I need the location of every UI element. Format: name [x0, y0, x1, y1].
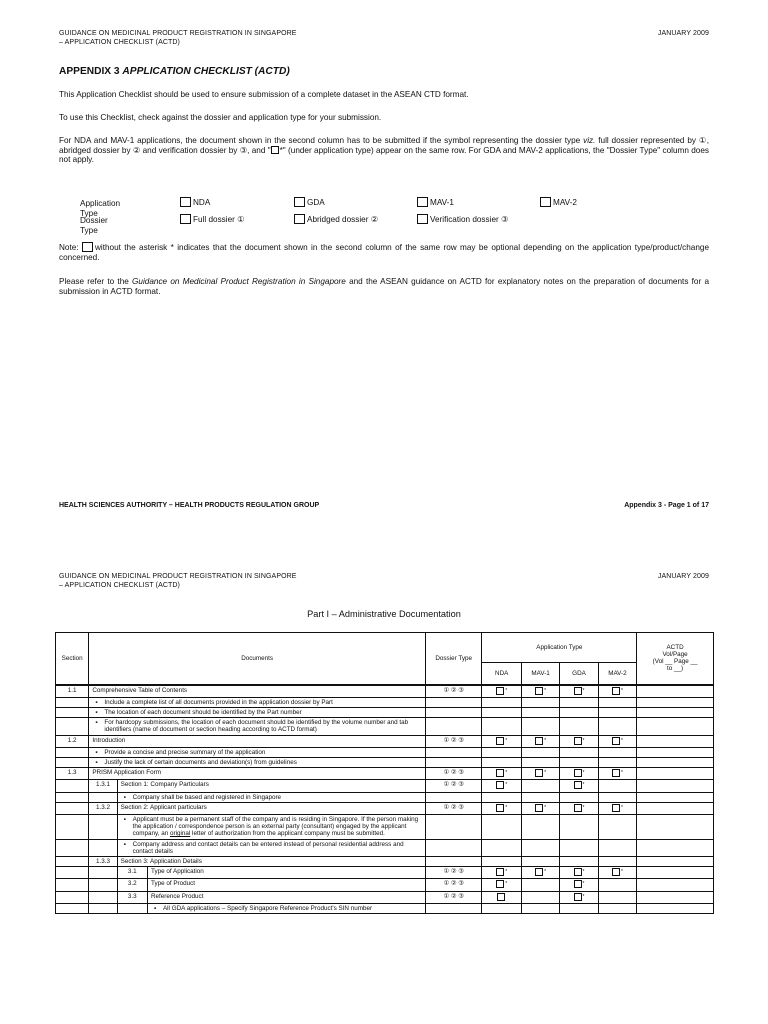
- gda-checkbox[interactable]: [574, 687, 582, 695]
- checkbox-mav2[interactable]: [540, 197, 551, 207]
- asterisk: *: [505, 804, 508, 811]
- page-header: [59, 572, 709, 590]
- nda-cell: [482, 780, 521, 792]
- section-number: 1.2: [56, 735, 89, 747]
- table-row: [56, 718, 714, 735]
- document-title: Introduction: [89, 735, 426, 747]
- header-nda: NDA: [482, 663, 521, 685]
- asterisk: *: [544, 687, 547, 694]
- actd-page-cell[interactable]: [637, 891, 714, 903]
- checkbox-gda[interactable]: [294, 197, 305, 207]
- gda-cell: [560, 867, 598, 879]
- gda-cell: [560, 780, 598, 792]
- header-actd-line1: ACTD: [666, 643, 684, 651]
- table-row: [56, 814, 714, 839]
- subsection-number: 1.3.3: [89, 856, 117, 866]
- dossier-explanation-text-c: *" (under application type) appear on the same row. For GDA and MAV-2 applications, the "Dossier Type" column does not apply.: [59, 145, 710, 165]
- reference-text-b: and the ASEAN guidance on ACTD for explanatory notes on the preparation of documents for a submission in ACTD format.: [59, 277, 709, 296]
- gda-cell: [560, 879, 598, 891]
- header-title-line2: – APPLICATION CHECKLIST (ACTD): [59, 39, 180, 46]
- checkbox-verification-dossier[interactable]: [417, 214, 428, 224]
- nda-cell: [482, 867, 521, 879]
- gda-checkbox[interactable]: [574, 804, 582, 812]
- dossier-symbols: ① ② ③: [425, 780, 482, 792]
- asterisk: *: [505, 737, 508, 744]
- table-row: [56, 697, 714, 707]
- nda-cell: [482, 891, 521, 903]
- dossier-symbols: ① ② ③: [425, 879, 482, 891]
- mav2-cell: [598, 685, 636, 698]
- mav1-cell: [521, 891, 559, 903]
- document-title: PRISM Application Form: [89, 768, 426, 780]
- subsection-number: 1.3.1: [89, 780, 117, 792]
- nda-checkbox[interactable]: [497, 893, 505, 901]
- gda-checkbox[interactable]: [574, 880, 582, 888]
- mav1-cell: [521, 768, 559, 780]
- appendix-number: APPENDIX 3: [59, 66, 120, 77]
- dossier-symbols: ① ② ③: [425, 735, 482, 747]
- checkbox-symbol-icon: [82, 242, 93, 252]
- asterisk: *: [582, 893, 585, 900]
- asterisk: *: [582, 770, 585, 777]
- bullet-icon: ▪: [95, 708, 98, 716]
- actd-page-cell[interactable]: [637, 735, 714, 747]
- mav2-checkbox[interactable]: [612, 737, 620, 745]
- dossier-symbols: ① ② ③: [425, 891, 482, 903]
- option-mav1-label: MAV-1: [430, 198, 454, 207]
- mav1-checkbox[interactable]: [535, 769, 543, 777]
- mav2-cell: [598, 802, 636, 814]
- asterisk: *: [620, 804, 623, 811]
- mav1-cell: [521, 685, 559, 698]
- reference-text-a: Please refer to the: [59, 277, 129, 286]
- asterisk: *: [544, 869, 547, 876]
- mav1-checkbox[interactable]: [535, 804, 543, 812]
- nda-cell: [482, 735, 521, 747]
- subsection-number: 1.3.2: [89, 802, 117, 814]
- reference-guidance-title: Guidance on Medicinal Product Registration in Singapore: [132, 277, 346, 286]
- viz-text: viz.: [583, 136, 596, 145]
- note-label: Note:: [59, 243, 79, 252]
- item-number: 3.2: [117, 879, 147, 891]
- actd-page-cell[interactable]: [637, 802, 714, 814]
- option-full-dossier[interactable]: [180, 214, 244, 225]
- table-row: [56, 867, 714, 879]
- header-dossier-type: Dossier Type: [425, 633, 482, 685]
- asterisk: *: [544, 770, 547, 777]
- asterisk: *: [620, 869, 623, 876]
- intro-paragraph: This Application Checklist should be used to ensure submission of a complete dataset in the ASEAN CTD format.: [59, 90, 469, 99]
- mav1-cell: [521, 867, 559, 879]
- nda-cell: [482, 879, 521, 891]
- dossier-type-label: Dossier Type: [80, 216, 108, 235]
- table-row: [56, 792, 714, 802]
- document-title: Comprehensive Table of Contents: [89, 685, 426, 698]
- mav2-cell: [598, 891, 636, 903]
- nda-cell: [482, 802, 521, 814]
- mav1-cell: [521, 735, 559, 747]
- nda-checkbox[interactable]: [496, 880, 504, 888]
- application-type-label: Application Type: [80, 199, 121, 218]
- gda-checkbox[interactable]: [574, 781, 582, 789]
- bullet-text: Include a complete list of all documents provided in the application dossier by Part: [104, 698, 333, 706]
- gda-checkbox[interactable]: [574, 868, 582, 876]
- asterisk: *: [620, 770, 623, 777]
- dossier-explanation-text-a: For NDA and MAV-1 applications, the document shown in the second column has to be submitted if the symbol representing the dossier type: [59, 136, 581, 145]
- option-abridged-label: Abridged dossier ②: [307, 215, 379, 224]
- item-number: 3.1: [117, 867, 147, 879]
- gda-checkbox[interactable]: [574, 893, 582, 901]
- checkbox-mav1[interactable]: [417, 197, 428, 207]
- asterisk: *: [505, 782, 508, 789]
- table-header-row: [56, 633, 714, 663]
- header-actd-line3: (Vol __ Page __: [652, 658, 698, 666]
- note-text: without the asterisk * indicates that the document shown in the second column of the same row may be optional depending on the application type/product/change concerned.: [59, 243, 710, 262]
- bullet-text: Justify the lack of certain documents and deviation(s) from guidelines: [104, 758, 297, 766]
- checklist-table: [55, 632, 714, 914]
- option-mav2-label: MAV-2: [553, 198, 577, 207]
- document-title: Section 1: Company Particulars: [117, 780, 425, 792]
- document-title: Type of Application: [147, 867, 425, 879]
- asterisk: *: [544, 804, 547, 811]
- mav1-cell: [521, 780, 559, 792]
- option-abridged-dossier[interactable]: [294, 214, 378, 225]
- option-nda[interactable]: [180, 197, 210, 208]
- option-verification-label: Verification dossier ③: [430, 215, 509, 224]
- mav1-checkbox[interactable]: [535, 868, 543, 876]
- header-application-type: Application Type: [482, 633, 637, 663]
- dossier-symbols: ① ② ③: [425, 867, 482, 879]
- checkbox-nda[interactable]: [180, 197, 191, 207]
- mav2-cell: [598, 735, 636, 747]
- gda-cell: [560, 685, 598, 698]
- asterisk: *: [620, 687, 623, 694]
- bullet-text: For hardcopy submissions, the location of each document should be identified by the volume number and tab identifiers (name of document or section heading according to ACTD format): [104, 719, 409, 734]
- header-mav1: MAV-1: [521, 663, 559, 685]
- option-mav2[interactable]: [540, 197, 577, 208]
- mav2-cell: [598, 879, 636, 891]
- nda-checkbox[interactable]: [496, 804, 504, 812]
- header-documents: Documents: [89, 633, 426, 685]
- nda-cell: [482, 685, 521, 698]
- bullet-icon: ▪: [95, 698, 98, 706]
- asterisk: *: [582, 804, 585, 811]
- document-title: Section 2: Applicant particulars: [117, 802, 425, 814]
- bullet-text: Provide a concise and precise summary of the application: [104, 748, 266, 756]
- actd-page-cell[interactable]: [637, 768, 714, 780]
- gda-cell: [560, 802, 598, 814]
- nda-checkbox[interactable]: [496, 868, 504, 876]
- bullet-text-a: Applicant must be a permanent staff of the company and is residing in Singapore. If the person making the application / correspondence person is an external party (consultant) engaged by the applicant company, an: [132, 815, 419, 838]
- nda-checkbox[interactable]: [496, 781, 504, 789]
- gda-cell: [560, 768, 598, 780]
- part-title: Part I – Administrative Documentation: [307, 609, 461, 619]
- table-row: [56, 802, 714, 814]
- asterisk: *: [582, 737, 585, 744]
- table-row: [56, 707, 714, 717]
- table-row: [56, 757, 714, 767]
- asterisk: *: [505, 881, 508, 888]
- option-nda-label: NDA: [193, 198, 211, 207]
- table-row: [56, 879, 714, 891]
- table-row: [56, 747, 714, 757]
- gda-checkbox[interactable]: [574, 769, 582, 777]
- nda-checkbox[interactable]: [496, 737, 504, 745]
- asterisk: *: [505, 687, 508, 694]
- option-full-label: Full dossier ①: [193, 215, 245, 224]
- dossier-explanation-text-b: full dossier represented by ①, abridged dossier by ② and verification dossier by ③, and ": [59, 136, 710, 155]
- page-header: [59, 29, 709, 47]
- document-title: Type of Product: [147, 879, 425, 891]
- mav2-checkbox[interactable]: [612, 769, 620, 777]
- bullet-icon: ▪: [95, 758, 98, 766]
- dossier-symbols: ① ② ③: [425, 768, 482, 780]
- bullet-icon: ▪: [95, 719, 98, 727]
- gda-cell: [560, 735, 598, 747]
- table-row: [56, 768, 714, 780]
- page-footer: [59, 501, 709, 510]
- header-mav2: MAV-2: [598, 663, 636, 685]
- header-title-line1: GUIDANCE ON MEDICINAL PRODUCT REGISTRATION IN SINGAPORE: [59, 30, 297, 37]
- header-title-line2: – APPLICATION CHECKLIST (ACTD): [59, 582, 180, 589]
- actd-page-cell[interactable]: [637, 780, 714, 792]
- appendix-title: [59, 67, 709, 77]
- asterisk: *: [544, 737, 547, 744]
- option-verification-dossier[interactable]: [417, 214, 508, 225]
- mav2-cell: [598, 768, 636, 780]
- bullet-icon: ▪: [95, 748, 98, 756]
- bullet-text-underlined: original: [169, 830, 191, 838]
- asterisk: *: [582, 881, 585, 888]
- asterisk: *: [582, 687, 585, 694]
- asterisk: *: [505, 770, 508, 777]
- bullet-icon: ▪: [123, 840, 126, 848]
- bullet-icon: ▪: [123, 793, 126, 801]
- asterisk: *: [620, 737, 623, 744]
- asterisk: *: [582, 869, 585, 876]
- table-row: [56, 839, 714, 856]
- appendix-title-text: APPLICATION CHECKLIST (ACTD): [122, 66, 290, 77]
- nda-checkbox[interactable]: [496, 687, 504, 695]
- section-number: 1.1: [56, 685, 89, 698]
- section-number: 1.3: [56, 768, 89, 780]
- header-title-line1: GUIDANCE ON MEDICINAL PRODUCT REGISTRATION IN SINGAPORE: [59, 573, 297, 580]
- header-actd-line4: to __): [667, 665, 684, 673]
- gda-checkbox[interactable]: [574, 737, 582, 745]
- document-title: Reference Product: [147, 891, 425, 903]
- mav1-cell: [521, 802, 559, 814]
- mav2-checkbox[interactable]: [612, 687, 620, 695]
- footer-page-number: Appendix 3 - Page 1 of 17: [624, 502, 709, 509]
- header-gda: GDA: [560, 663, 598, 685]
- footer-org: HEALTH SCIENCES AUTHORITY – HEALTH PRODUCTS REGULATION GROUP: [59, 502, 320, 509]
- bullet-text: Company address and contact details can be entered instead of personal residential address and contact details: [132, 840, 404, 855]
- asterisk: *: [505, 869, 508, 876]
- checkbox-abridged-dossier[interactable]: [294, 214, 305, 224]
- document-title: Section 3: Application Details: [117, 856, 425, 866]
- table-row: [56, 685, 714, 698]
- bullet-text: [133, 816, 422, 838]
- mav1-cell: [521, 879, 559, 891]
- mav2-checkbox[interactable]: [612, 868, 620, 876]
- table-row: [56, 780, 714, 792]
- bullet-text-b: letter of authorization from the applicant company must be submitted.: [192, 830, 385, 838]
- bullet-text: Company shall be based and registered in Singapore: [132, 793, 282, 801]
- gda-cell: [560, 891, 598, 903]
- dossier-symbols: ① ② ③: [425, 685, 482, 698]
- header-actd: [637, 633, 714, 685]
- header-actd-line2: Vol/Page: [662, 651, 688, 659]
- dossier-symbols: ① ② ③: [425, 802, 482, 814]
- bullet-icon: ▪: [123, 815, 126, 823]
- table-row: [56, 891, 714, 903]
- nda-checkbox[interactable]: [496, 769, 504, 777]
- asterisk: *: [582, 782, 585, 789]
- dossier-explanation: [59, 136, 709, 165]
- mav2-cell: [598, 867, 636, 879]
- table-row: [56, 903, 714, 913]
- option-mav1[interactable]: [417, 197, 454, 208]
- mav2-cell: [598, 780, 636, 792]
- usage-paragraph: To use this Checklist, check against the dossier and application type for your submission.: [59, 113, 382, 122]
- option-gda-label: GDA: [307, 198, 325, 207]
- header-date: JANUARY 2009: [657, 573, 709, 580]
- actd-page-cell[interactable]: [637, 867, 714, 879]
- bullet-text: All GDA applications – Specify Singapore Reference Product's SIN number: [162, 904, 373, 912]
- checkbox-full-dossier[interactable]: [180, 214, 191, 224]
- table-row: [56, 735, 714, 747]
- nda-cell: [482, 768, 521, 780]
- mav1-checkbox[interactable]: [535, 687, 543, 695]
- bullet-text: The location of each document should be identified by the Part number: [104, 708, 302, 716]
- item-number: 3.3: [117, 891, 147, 903]
- reference-paragraph: [59, 277, 709, 296]
- actd-page-cell[interactable]: [637, 879, 714, 891]
- header-date: JANUARY 2009: [657, 30, 709, 37]
- actd-page-cell[interactable]: [637, 685, 714, 698]
- mav2-checkbox[interactable]: [612, 804, 620, 812]
- mav1-checkbox[interactable]: [535, 737, 543, 745]
- note-paragraph: [59, 242, 709, 262]
- option-gda[interactable]: [294, 197, 325, 208]
- table-row: [56, 856, 714, 866]
- checkbox-symbol-icon: [271, 146, 279, 154]
- header-section: Section: [56, 633, 89, 685]
- bullet-icon: ▪: [153, 904, 157, 912]
